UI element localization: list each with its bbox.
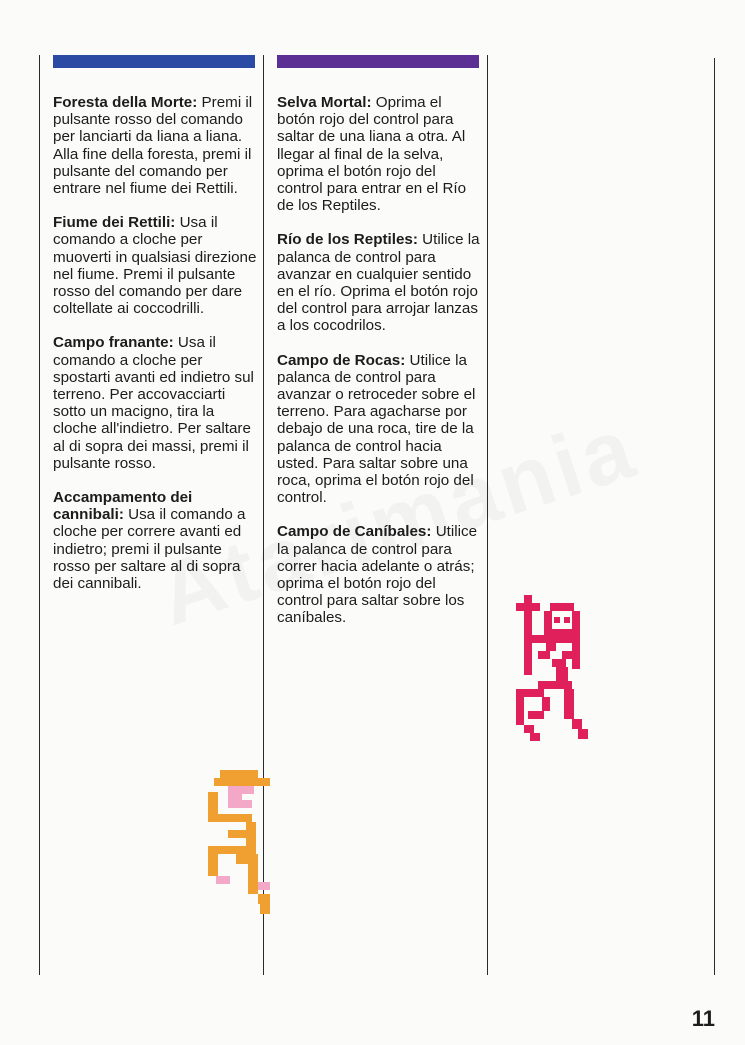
section-title: Fiume dei Rettili: <box>53 214 176 232</box>
section-campo-rocas <box>277 352 483 507</box>
section-title: Río de los Reptiles: <box>277 231 418 249</box>
section-accampamento <box>53 489 261 592</box>
section-text: Premi il pulsante rosso del comando per lanciarti da liana a liana. Alla fine della foresta, premi il pulsante del comando per entrare nel fiume dei Rettili. <box>53 94 253 198</box>
section-text: Usa il comando a cloche per spostarti avanti ed indietro sul terreno. Per accovacciarti sotto un macigno, tira la cloche all'indietro. Per saltare al di sopra dei massi, premi il pulsante rosso. <box>53 334 254 472</box>
section-rio <box>277 231 483 334</box>
section-campo-canibales <box>277 523 483 626</box>
section-campo-franante <box>53 334 261 472</box>
section-title: Campo de Caníbales: <box>277 523 432 541</box>
cannibal-sprite <box>516 595 590 749</box>
section-title: Campo de Rocas: <box>277 351 406 369</box>
column-rule-far-right <box>714 58 715 975</box>
column-rule-right <box>487 55 488 975</box>
section-title: Selva Mortal: <box>277 94 372 111</box>
spanish-column <box>277 94 483 644</box>
section-title: Campo franante: <box>53 334 174 352</box>
section-text: Oprima el botón rojo del control para saltar de una liana a otra. Al llegar al final de la selva, oprima el botón rojo del control para entrar en el Río de los Reptiles. <box>277 94 467 215</box>
section-foresta <box>53 94 261 197</box>
section-text: Usa il comando a cloche per correre avanti ed indietro; premi il pulsante rosso per saltare al di sopra dei cannibali. <box>53 506 246 593</box>
section-fiume <box>53 214 261 317</box>
section-title: Foresta della Morte: <box>53 94 198 111</box>
italian-header-bar <box>53 55 255 68</box>
section-title: Accampamento dei cannibali: <box>53 489 193 524</box>
italian-column <box>53 94 261 609</box>
section-text: Utilice la palanca de control para avanzar o retroceder sobre el terreno. Para agacharse por debajo de una roca, tire de la palanca de control hacia usted. Para saltar sobre una roca, oprima el botón rojo del control. <box>277 351 476 507</box>
spanish-header-bar <box>277 55 479 68</box>
page-number: 11 <box>691 1006 715 1031</box>
explorer-sprite <box>208 770 274 916</box>
section-text: Utilice la palanca de control para correr hacia adelante o atrás; oprima el botón rojo del control para saltar sobre los caníbales. <box>277 523 478 627</box>
section-text: Utilice la palanca de control para avanzar en cualquier sentido en el río. Oprima el botón rojo del control para arrojar lanzas a los cocodrilos. <box>277 231 480 335</box>
section-text: Usa il comando a cloche per muoverti in qualsiasi direzione nel fiume. Premi il pulsante rosso del comando per dare coltellate ai coccodrilli. <box>53 214 257 318</box>
column-rule-left <box>39 55 40 975</box>
section-selva <box>277 94 483 214</box>
